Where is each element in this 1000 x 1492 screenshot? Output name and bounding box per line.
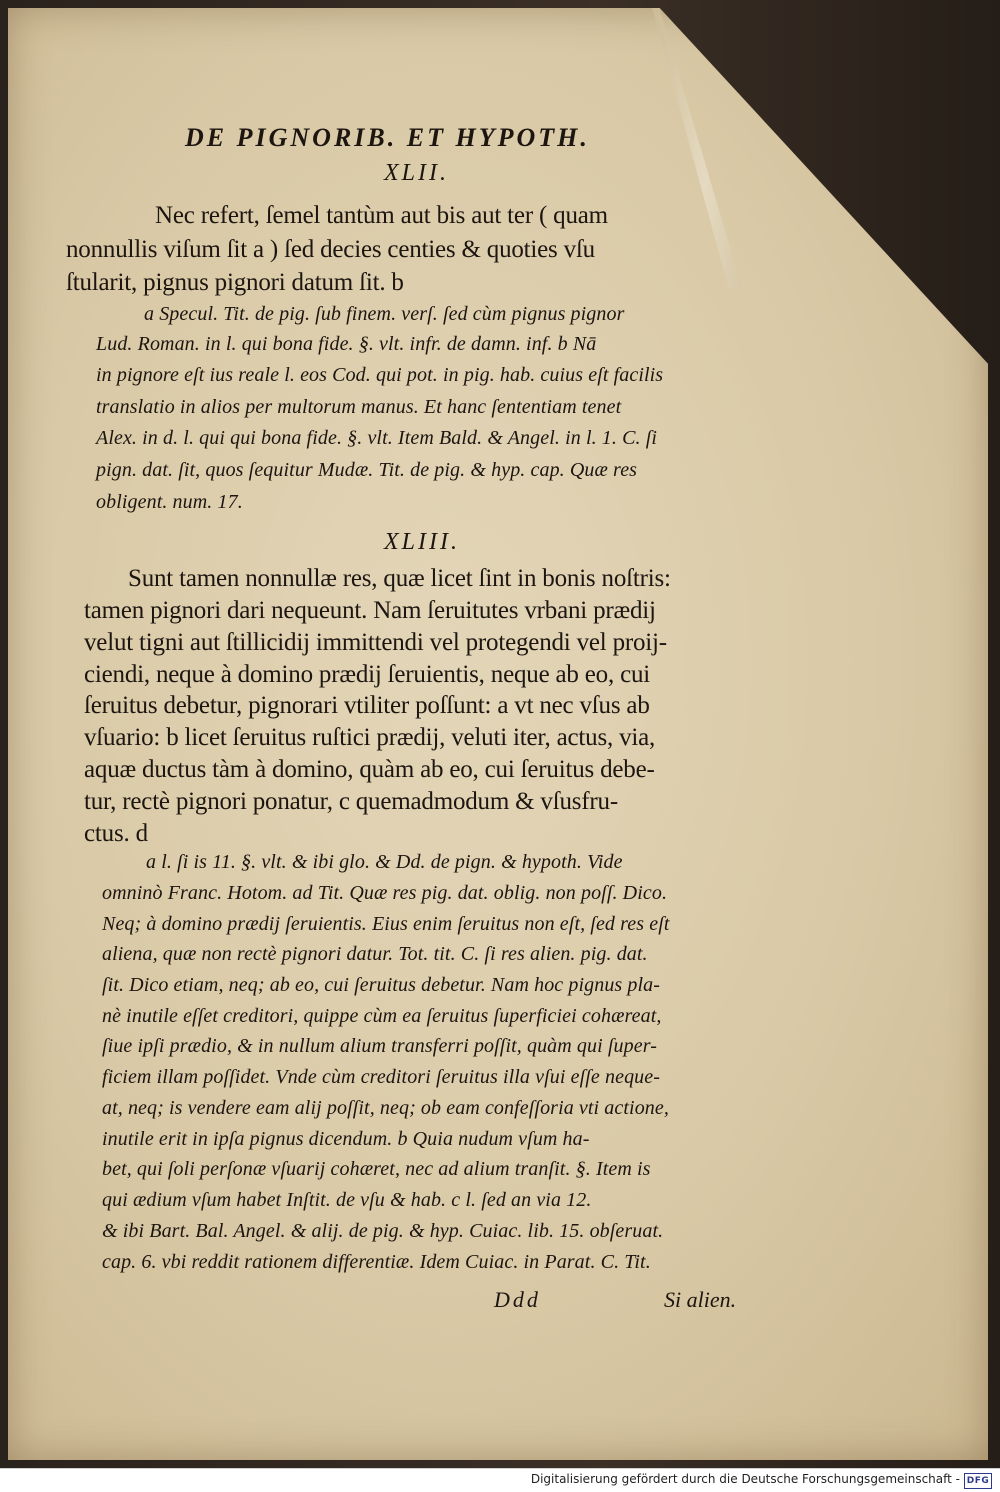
footnote-line: bet, qui ſoli perſonæ vſuarij cohæret, nec ad alium tranſit. §. Item is (102, 1158, 651, 1180)
main-text-line: nonnullis viſum ſit a ) ſed decies centies & quoties vſu (66, 236, 595, 263)
footnote-line: inutile erit in ipſa pignus dicendum. b Quia nudum vſum ha- (102, 1128, 590, 1150)
footnote-line: in pignore eſt ius reale l. eos Cod. qui pot. in pig. hab. cuius eſt facilis (96, 364, 664, 386)
main-text-line: tur, rectè pignori ponatur, c quemadmodum & vſusfru- (84, 788, 618, 815)
main-text-line: ſtularit, pignus pignori datum ſit. b (66, 269, 404, 296)
footnote-line: ficiem illam poſſidet. Vnde cùm creditori ſeruitus illa vſui eſſe neque- (102, 1066, 661, 1088)
main-text-line: aquæ ductus tàm à domino, quàm ab eo, cui ſeruitus debe- (84, 756, 655, 783)
footnote-line: qui ædium vſum habet Inſtit. de vſu & hab. c l. ſed an via 12. (102, 1189, 592, 1211)
attribution-bar (0, 1468, 1000, 1492)
footnote-line: obligent. num. 17. (96, 491, 243, 513)
footnote-line: at, neq; is vendere eam alij poſſit, neq; ob eam confeſſoria vti actione, (102, 1097, 669, 1119)
footnote-line: & ibi Bart. Bal. Angel. & alij. de pig. & hyp. Cuiac. lib. 15. obſeruat. (102, 1220, 664, 1242)
attribution-text: Digitalisierung gefördert durch die Deutsche Forschungsgemeinschaft - (530, 1472, 960, 1486)
footnote-line: a Specul. Tit. de pig. ſub finem. verſ. ſed cùm pignus pignor (144, 303, 625, 325)
main-text-line: ctus. d (84, 820, 148, 847)
running-heading: DE PIGNORIB. ET HYPOTH. (185, 123, 590, 152)
main-text-line: Sunt tamen nonnullæ res, quæ licet ſint in bonis noſtris: (128, 565, 671, 592)
main-text-line: ciendi, neque à domino prædij ſeruientis, neque ab eo, cui (84, 661, 651, 688)
footnote-line: nè inutile eſſet creditori, quippe cùm ea ſeruitus ſuperficiei cohæreat, (102, 1005, 662, 1027)
footnote-line: omninò Franc. Hotom. ad Tit. Quæ res pig. dat. oblig. non poſſ. Dico. (102, 882, 668, 904)
main-text-line: tamen pignori dari nequeunt. Nam ſeruitutes vrbani prædij (84, 597, 656, 624)
footnote-line: ſit. Dico etiam, neq; ab eo, cui ſeruitus debetur. Nam hoc pignus pla- (102, 974, 661, 996)
dfg-logo[interactable]: DFG (964, 1473, 992, 1489)
footnote-line: Alex. in d. l. qui qui bona fide. §. vlt. Item Bald. & Angel. in l. 1. C. ſi (96, 427, 658, 449)
footnote-line: ſiue ipſi prædio, & in nullum alium transferri poſſit, quàm qui ſuper- (102, 1035, 657, 1057)
section-number: XLII. (384, 160, 449, 186)
footnote-line: Lud. Roman. in l. qui bona fide. §. vlt. infr. de damn. inf. b Nā (96, 333, 597, 355)
footnote-line: translatio in alios per multorum manus. Et hanc ſententiam tenet (96, 396, 622, 418)
catchword: Si alien. (664, 1287, 737, 1312)
footnote-line: aliena, quæ non rectè pignori datur. Tot. tit. C. ſi res alien. pig. dat. (102, 943, 648, 965)
footnote-line: Neq; à domino prædij ſeruientis. Eius enim ſeruitus non eſt, ſed res eſt (102, 913, 670, 935)
footnote-line: a l. ſi is 11. §. vlt. & ibi glo. & Dd. de pign. & hypoth. Vide (146, 851, 623, 873)
main-text-line: ſeruitus debetur, pignorari vtiliter poſſunt: a vt nec vſus ab (84, 692, 650, 719)
footnote-line: pign. dat. ſit, quos ſequitur Mudæ. Tit. de pig. & hyp. cap. Quæ res (96, 459, 638, 481)
main-text-line: velut tigni aut ſtillicidij immittendi vel protegendi vel proij- (84, 629, 667, 656)
signature-mark: Ddd (494, 1287, 541, 1312)
main-text-line: Nec refert, ſemel tantùm aut bis aut ter ( quam (155, 202, 608, 229)
section-number: XLIII. (384, 529, 460, 555)
footnote-line: cap. 6. vbi reddit rationem differentiæ. Idem Cuiac. in Parat. C. Tit. (102, 1251, 651, 1273)
main-text-line: vſuario: b licet ſeruitus ruſtici prædij, veluti iter, actus, via, (84, 724, 656, 751)
